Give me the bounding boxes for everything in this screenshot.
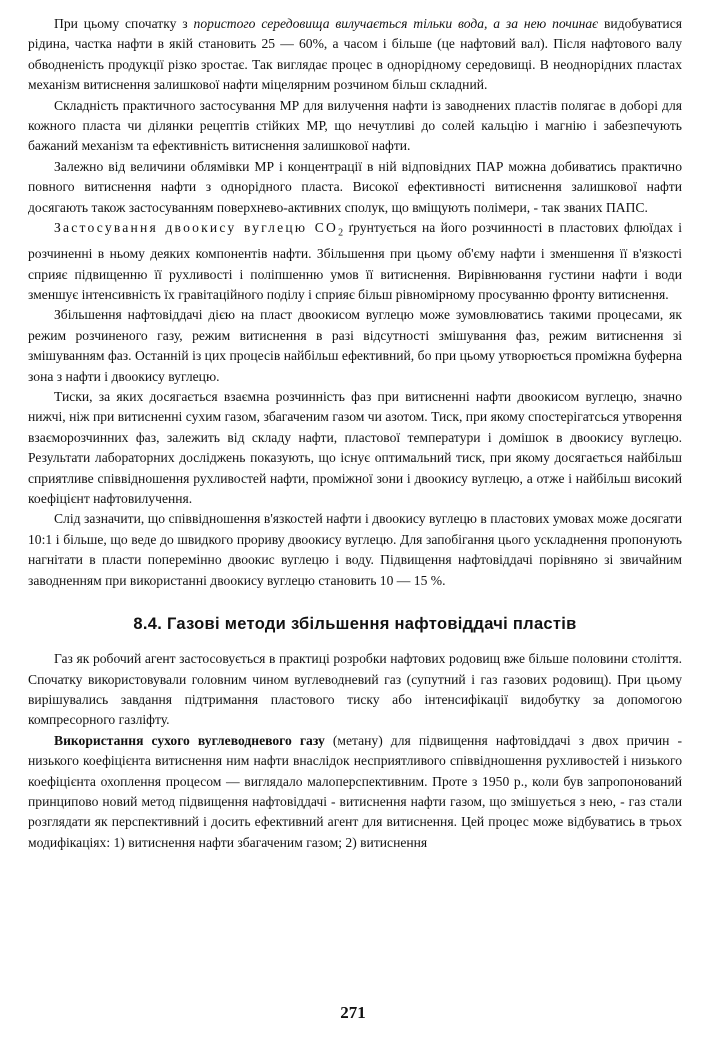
paragraph xyxy=(28,96,682,157)
text-run: Газ як робочий агент застосовується в практиці розробки нафтових родовищ вже більше половини століття. Спочатку використовували головним чином вуглеводневий газ (супутний і газ газових родовищ). При цьому вирішувались завдання підтримання пластового тиску або інтенсифікації видобутку за допомогою компресорного газліфту. xyxy=(28,651,682,728)
text-run: Збільшення нафтовіддачі дією на пласт двоокисом вуглецю може зумовлюватись такими процесами, як режим розчиненого газу, режим витиснення в разі відсутності змішування фаз, режим витиснення зі змішуванням фаз. Останній із цих процесів найбільш ефективний, бо при цьому утворюється проміжна буферна зона з нафти і двоокису вуглецю. xyxy=(28,307,682,384)
text-run: Залежно від величини облямівки МР і концентрації в ній відповідних ПАР можна добиватись практично повного витиснення нафти з однорідного пласта. Високої ефективності витиснення залишкової нафти досягають також застосуванням поверхнево-активних сполук, що вміщують полімери, - так званих ПАПС. xyxy=(28,158,682,215)
text-run: пористого середовища вилучається тільки вода, а за нею починає xyxy=(193,16,599,31)
section-heading: 8.4. Газові методи збільшення нафтовіддачі пластів xyxy=(133,615,577,634)
paragraph xyxy=(28,649,682,731)
body-text-top xyxy=(28,14,682,591)
paragraph xyxy=(28,14,682,96)
text-run: При цьому спочатку з xyxy=(54,16,194,31)
paragraph xyxy=(28,218,682,305)
text-run: Використання сухого вуглеводневого газу xyxy=(54,732,325,748)
subscript: 2 xyxy=(338,227,344,239)
body-text-bottom xyxy=(28,649,682,853)
paragraph xyxy=(28,731,682,853)
text-run: Складність практичного застосування МР для вилучення нафти із заводнених пластів полягає в доборі для кожного пласта чи ділянки рецептів стійких МР, що нечутливі до солей кальцію і магнію і забезпечують бажаний механізм та ефективність витиснення залишкової нафти. xyxy=(28,97,682,154)
text-run: (метану) для підвищення нафтовіддачі з двох причин - низького коефіцієнта витиснення ним нафти внаслідок несприятливого співвідношення рухливостей і низького коефіцієнта охоплення процесом — виглядало малоперспективним. Проте з 1950 р., коли був запропонований принципово новий метод підвищення нафтовіддачі - витиснення нафти газом, що змішується з нею, - газ стали розглядати як перспективний і досить ефективний агент для витиснення. Цей процес може відбуватись в трьох модифікаціях: 1) витиснення нафти збагаченим газом; 2) витиснення xyxy=(28,732,682,850)
document-page xyxy=(28,14,682,853)
text-run: Слід зазначити, що співвідношення в'язкостей нафти і двоокису вуглецю в пластових умовах може досягати 10:1 і більше, що веде до швидкого прориву двоокису вуглецю. Для запобігання цього ускладнення пропонують нагнітати в пласти поперемінно двоокис вуглецю і воду. Підвищення нафтовіддачі порівняно зі звичайним заводненням при використанні двоокису вуглецю становить 10 — 15 %. xyxy=(28,511,682,588)
text-run: Застосування двоокису вуглецю СО xyxy=(54,220,339,236)
paragraph xyxy=(28,509,682,591)
paragraph xyxy=(28,157,682,218)
paragraph xyxy=(28,387,682,509)
text-run: ґрунтується на його розчинності в пластових флюїдах і розчиненні в ньому деяких компонентів нафти. Збільшення при цьому об'єму нафти і зменшення її в'язкості сприяє підвищенню її рухливості і поліпшенню умов її витиснення. Вирівнювання густини нафти і води зменшує інтенсивність їх гравітаційного поділу і сприяє більш рівномірному просуванню фронту витиснення. xyxy=(28,220,683,302)
text-run: Тиски, за яких досягається взаємна розчинність фаз при витисненні нафти двоокисом вуглецю, значно нижчі, ніж при витисненні сухим газом, збагаченим газом чи азотом. Тиск, при якому спостерігатсься утворення взаєморозчинних фаз, залежить від складу нафти, пластової температури і домішок в двоокису вуглецю. Результати лабораторних досліджень показують, що існує оптимальний тиск, при якому досягається найбільш сприятливе співвідношення рухливостей нафти, проміжної зони і двоокису вуглецю, а отже і найбільш високий коефіцієнт нафтовилучення. xyxy=(28,389,682,507)
text-run: видобуватися рідина, частка нафти в якій становить 25 — 60%, а часом і більше (це нафтовий вал). Після нафтового валу обводненість продукції різко зростає. Так виглядає процес в однорідному середовищі. В неоднорідних пластах механізм витиснення залишкової нафти міцелярним розчином більш складний. xyxy=(28,16,682,93)
page-number: 271 xyxy=(340,1003,366,1022)
paragraph xyxy=(28,305,682,387)
